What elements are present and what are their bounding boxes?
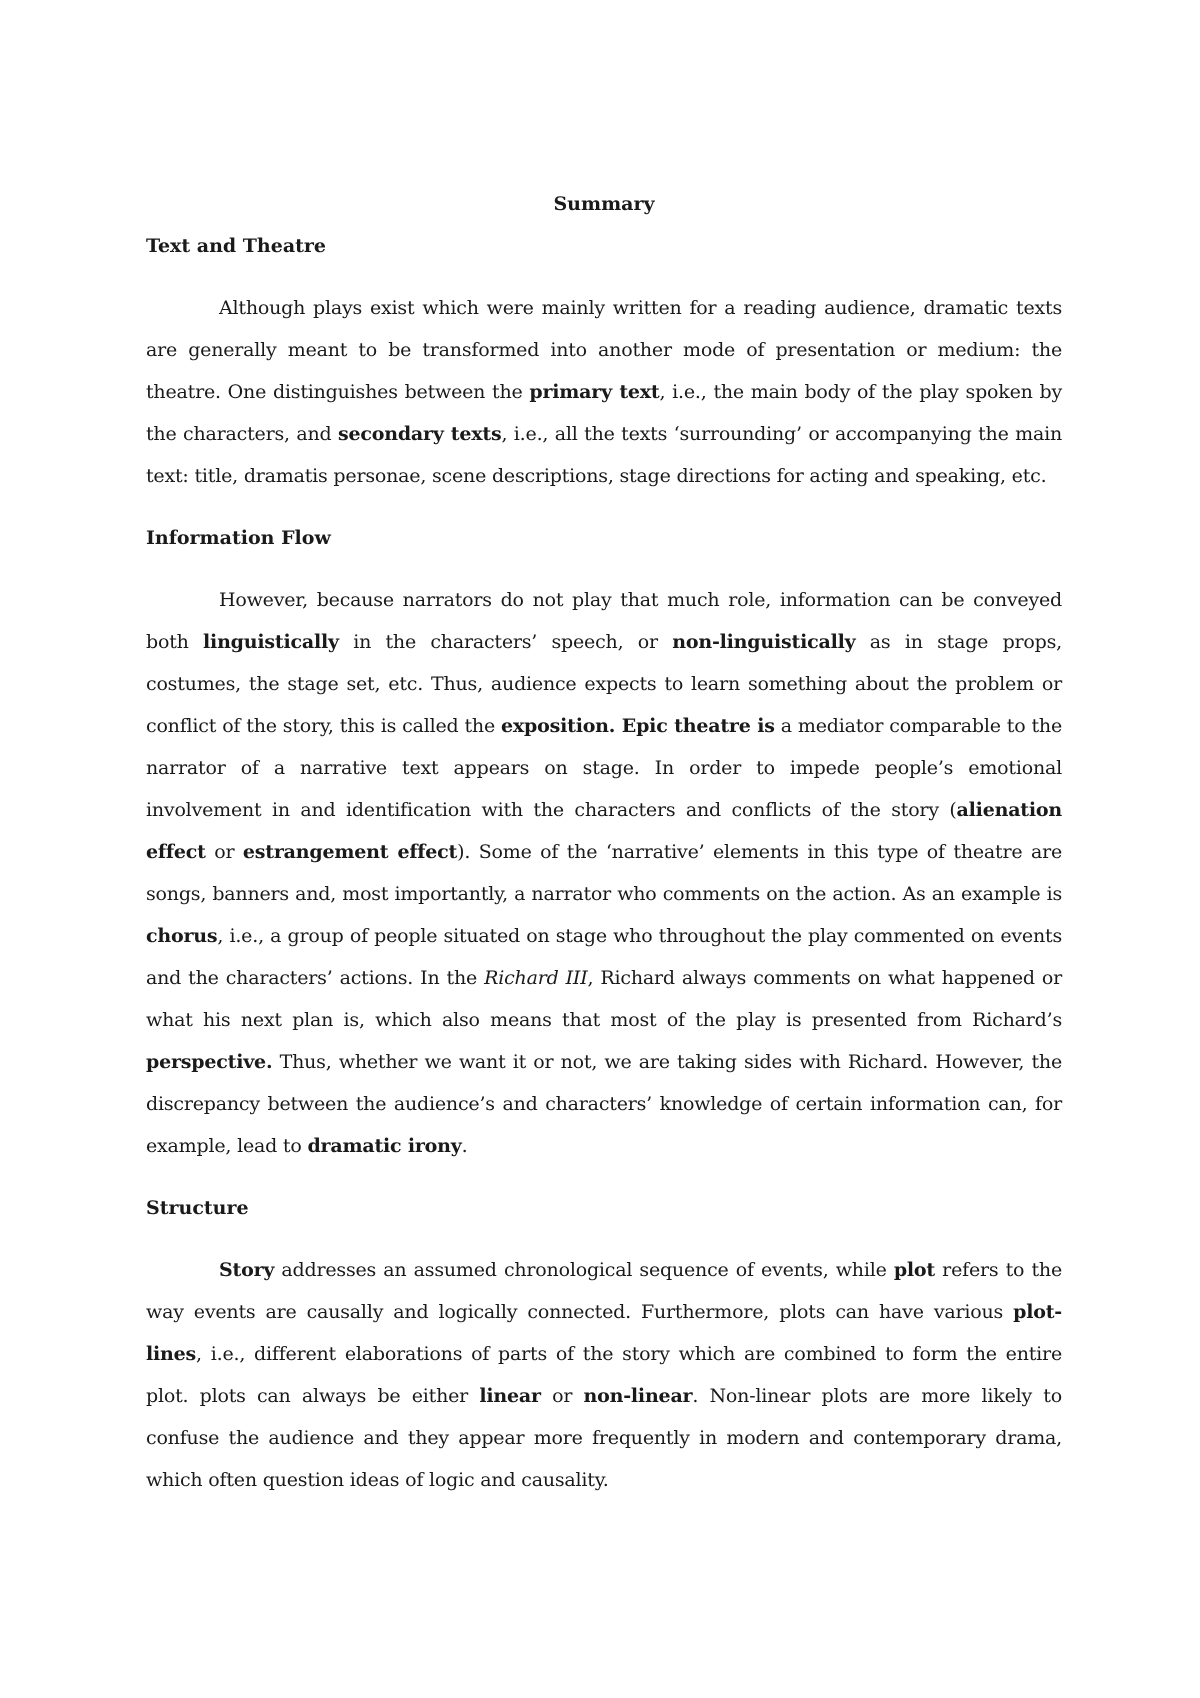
document-page — [146, 183, 1062, 1501]
bold-term: chorus — [146, 925, 218, 947]
bold-term: perspective. — [146, 1051, 273, 1073]
body-text: , Richard always comments on what happened or what his next plan is, which also means that most of the play is presented from Richard’s — [146, 967, 1062, 1031]
bold-term: alienation effect — [146, 799, 1062, 863]
body-text: a mediator comparable to the narrator of a narrative text appears on stage. In order to impede people’s emotional involvement in and identification with the characters and conflicts of the story ( — [146, 715, 1062, 821]
bold-term: estrangement effect — [242, 841, 458, 863]
body-text: . Non-linear plots are more likely to confuse the audience and they appear more frequently in modern and contemporary drama, which often question ideas of logic and causality. — [146, 1385, 1062, 1491]
bold-term: secondary texts — [338, 423, 502, 445]
bold-term: linear — [479, 1385, 541, 1407]
bold-term: Story — [219, 1259, 275, 1281]
body-text: as in stage props, costumes, the stage set, etc. Thus, audience expects to learn something about the problem or conflict of the story, this is called the — [146, 631, 1062, 737]
body-text: . — [461, 1135, 468, 1157]
body-text: , i.e., all the texts ‘surrounding’ or accompanying the main text: title, dramatis personae, scene descriptions, stage directions for acting and speaking, etc. — [146, 423, 1062, 487]
body-text: , i.e., a group of people situated on stage who throughout the play commented on events and the characters’ actions. In the — [146, 925, 1062, 989]
paragraph-information-flow — [146, 579, 1062, 1167]
paragraph-structure — [146, 1249, 1062, 1501]
section-heading-text-and-theatre: Text and Theatre — [146, 235, 327, 257]
bold-term: non-linear — [583, 1385, 693, 1407]
document-title: Summary — [553, 193, 655, 215]
bold-term: exposition. Epic theatre is — [501, 715, 775, 737]
body-text: or — [205, 841, 243, 863]
paragraph-text-and-theatre — [146, 287, 1062, 497]
bold-term: plot-lines — [146, 1301, 1062, 1365]
body-text: , i.e., different elaborations of parts of the story which are combined to form the entire plot. plots can always be either — [146, 1343, 1062, 1407]
section-heading-information-flow: Information Flow — [146, 527, 331, 549]
bold-term: linguistically — [203, 631, 339, 653]
bold-term: dramatic irony — [307, 1135, 462, 1157]
body-text: addresses an assumed chronological sequence of events, while — [274, 1259, 894, 1281]
body-text: Thus, whether we want it or not, we are taking sides with Richard. However, the discrepancy between the audience’s and characters’ knowledge of certain information can, for example, lead to — [146, 1051, 1062, 1157]
italic-title: Richard III — [484, 967, 588, 989]
body-text: or — [540, 1385, 584, 1407]
body-text: in the characters’ speech, or — [338, 631, 673, 653]
bold-term: plot — [893, 1259, 935, 1281]
bold-term: primary text — [529, 381, 660, 403]
body-text: refers to the way events are causally and logically connected. Furthermore, plots can have various — [146, 1259, 1062, 1323]
section-heading-structure: Structure — [146, 1197, 249, 1219]
bold-term: non-linguistically — [672, 631, 856, 653]
body-text: Although plays exist which were mainly written for a reading audience, dramatic texts are generally meant to be transformed into another mode of presentation or medium: the theatre. One distinguishes between the — [146, 297, 1062, 403]
body-text: ). Some of the ‘narrative’ elements in this type of theatre are songs, banners and, most importantly, a narrator who comments on the action. As an example is — [146, 841, 1062, 905]
body-text: , i.e., the main body of the play spoken by the characters, and — [146, 381, 1062, 445]
body-text: However, because narrators do not play that much role, information can be conveyed both — [146, 589, 1062, 653]
